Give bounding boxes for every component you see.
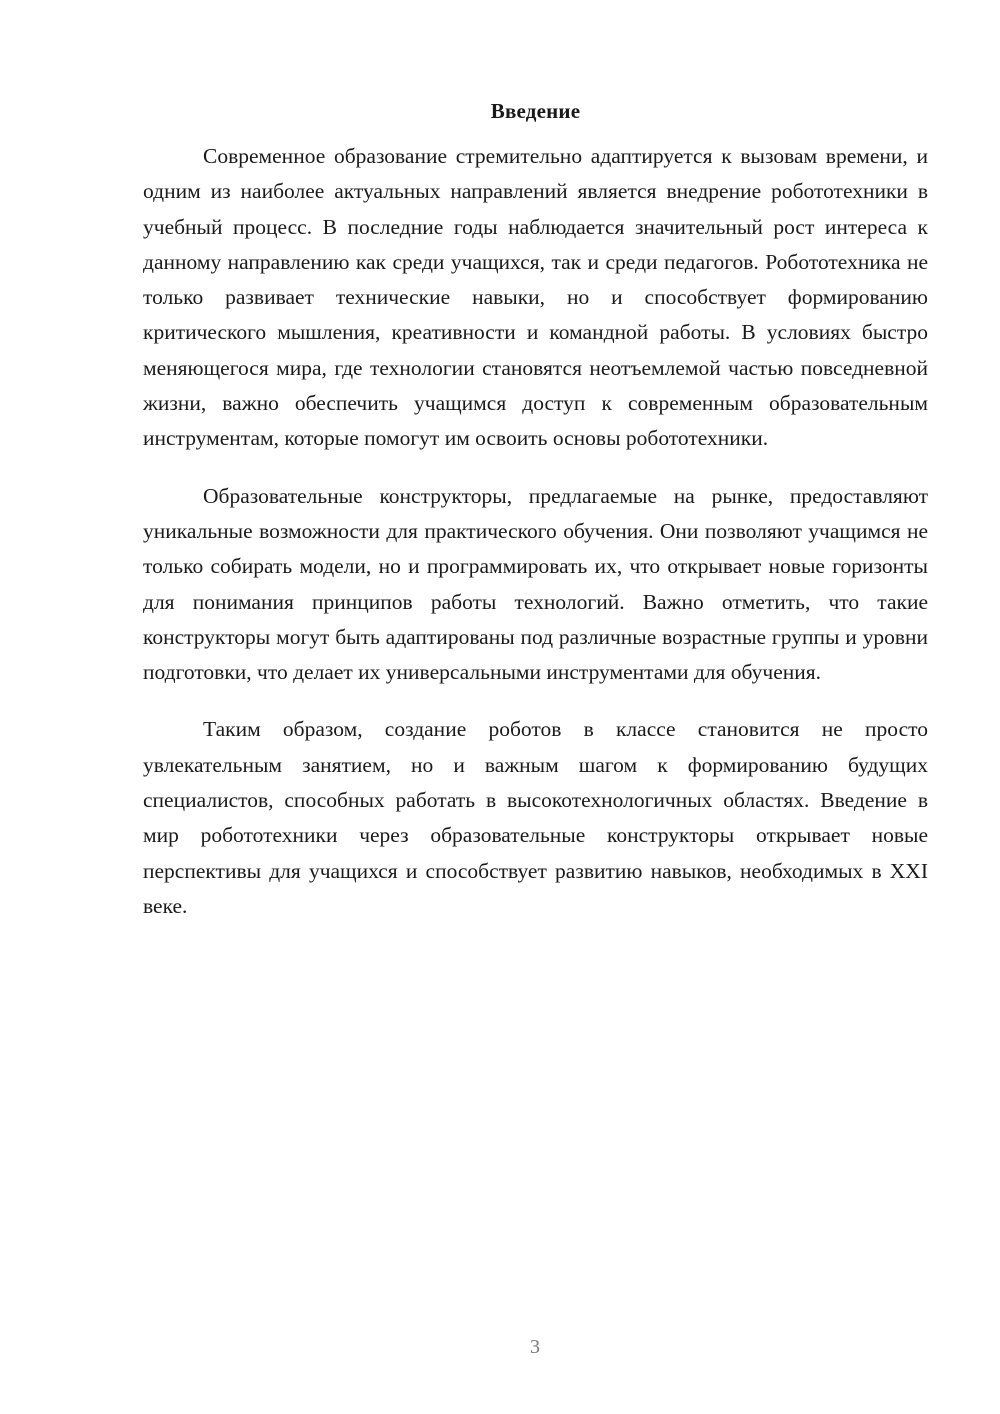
section-heading: Введение [490,99,581,123]
paragraph-1: Современное образование стремительно адаптируется к вызовам времени, и одним из наиболее актуальных направлений является внедрение робототехники в учебный процесс. В последние годы наблюдается значительный рост интереса к данному направлению как среди учащихся, так и среди педагогов. Робототехника не только развивает технические навыки, но и способствует формированию критического мышления, креативности и командной работы. В условиях быстро меняющегося мира, где технологии становятся неотъемлемой частью повседневной жизни, важно обеспечить учащимся доступ к современным образовательным инструментам, которые помогут им освоить основы робототехники. [143,144,928,451]
paragraph-2: Образовательные конструкторы, предлагаемые на рынке, предоставляют уникальные возможности для практического обучения. Они позволяют учащимся не только собирать модели, но и программировать их, что открывает новые горизонты для понимания принципов работы технологий. Важно отметить, что такие конструкторы могут быть адаптированы под различные возрастные группы и уровни подготовки, что делает их универсальными инструментами для обучения. [143,483,928,685]
paragraph-3: Таким образом, создание роботов в классе становится не просто увлекательным занятием, но и важным шагом к формированию будущих специалистов, способных работать в высокотехнологичных областях. Введение в мир робототехники через образовательные конструкторы открывает новые перспективы для учащихся и способствует развитию навыков, необходимых в XXI веке. [143,717,928,918]
page-content [143,95,928,946]
page-number: 3 [530,1336,540,1358]
